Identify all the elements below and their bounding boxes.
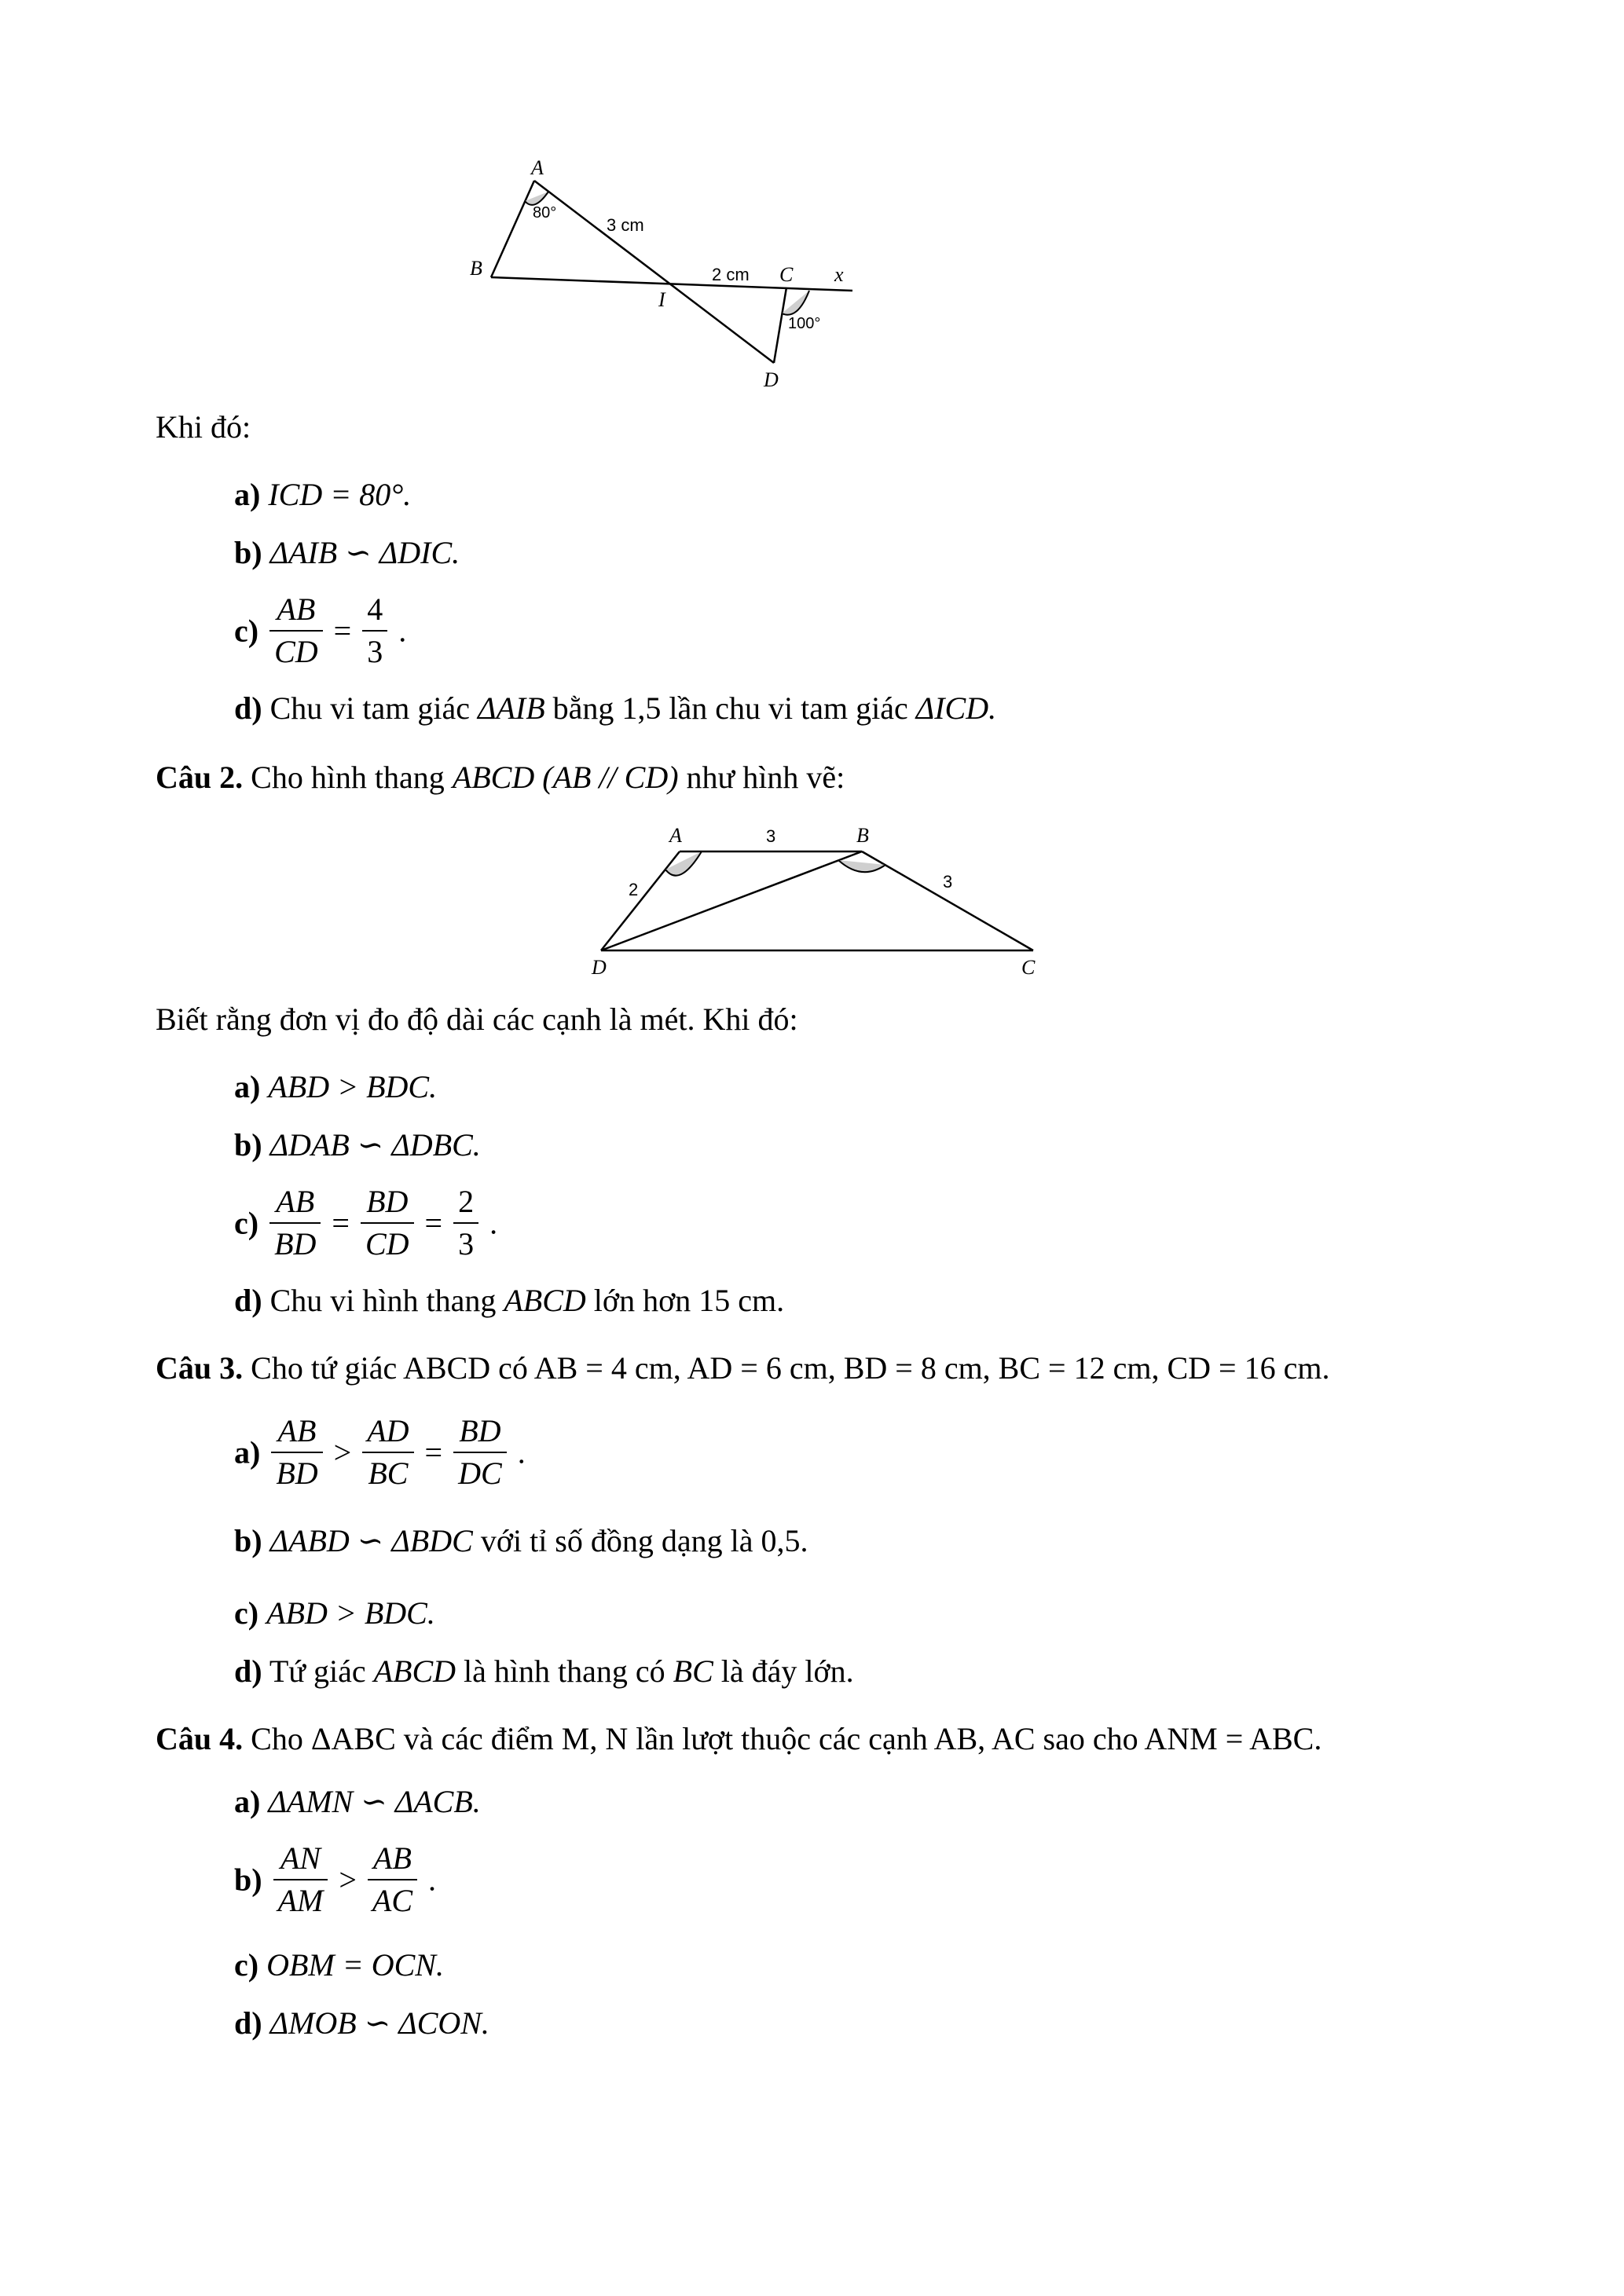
figure-1: [464, 157, 872, 393]
q2-option-a: a) ABD > BDC.: [234, 1069, 438, 1104]
label-D: D: [592, 956, 607, 979]
fraction: $\frac{AB}{AC}$: [368, 1838, 417, 1921]
question-2-intro: Biết rằng đơn vị đo độ dài các cạnh là mét. Khi đó:: [156, 1002, 798, 1037]
label-A: A: [669, 824, 682, 847]
label-B: B: [856, 824, 869, 847]
fraction: $\frac{2}{3}$: [453, 1181, 478, 1265]
q4-option-c: c) OBM = OCN.: [234, 1947, 444, 1983]
length-BC: 3: [943, 872, 953, 892]
segment-AI-length: 3 cm: [607, 215, 644, 235]
fraction: $\frac{BD}{CD}$: [361, 1181, 414, 1265]
length-AD: 2: [629, 880, 639, 899]
q4-option-d: d) ΔMOB ∽ ΔCON.: [234, 2005, 489, 2041]
q3-option-d: d) Tứ giác ABCD là hình thang có BC là đáy lớn.: [234, 1653, 854, 1689]
q4-option-a: a) ΔAMN ∽ ΔACB.: [234, 1784, 481, 1819]
q2-option-b: b) ΔDAB ∽ ΔDBC.: [234, 1127, 481, 1163]
question-2-stem: Câu 2. Cho hình thang ABCD (AB // CD) như hình vẽ:: [156, 760, 845, 795]
label-I: I: [658, 288, 665, 311]
trapezoid-lines: [601, 851, 1033, 950]
figure-2-trapezoid: [577, 817, 1049, 990]
question-4-stem: Câu 4. Cho ΔABC và các điểm M, N lần lượt thuộc các cạnh AB, AC sao cho ANM = ABC.: [156, 1721, 1322, 1756]
fraction: $\frac{AN}{AM}$: [273, 1838, 328, 1921]
segment-IC-length: 2 cm: [712, 265, 750, 284]
fraction: $\frac{AD}{BC}$: [362, 1411, 413, 1494]
label-A: A: [531, 157, 544, 179]
label-B: B: [470, 257, 482, 280]
q1-option-c: c) $\frac{AB}{CD}$ = $\frac{4}{3}$ .: [234, 589, 406, 672]
intro-khi-do: Khi đó:: [156, 409, 251, 445]
q3-option-c: c) ABD > BDC.: [234, 1595, 435, 1631]
fraction: $\frac{4}{3}$: [362, 589, 387, 672]
q3-option-b: b) ΔABD ∽ ΔBDC với tỉ số đồng dạng là 0,5.: [234, 1523, 808, 1558]
q3-option-a: a) $\frac{AB}{BD}$ > $\frac{AD}{BC}$ = $\frac{BD}{DC}$ .: [234, 1411, 526, 1494]
label-C: C: [1021, 956, 1036, 979]
q4-option-b: b) $\frac{AN}{AM}$ > $\frac{AB}{AC}$ .: [234, 1838, 436, 1921]
angle-A-value: 80°: [533, 204, 557, 222]
label-C: C: [779, 263, 794, 286]
q2-option-d: d) Chu vi hình thang ABCD lớn hơn 15 cm.: [234, 1283, 785, 1318]
label-x: x: [834, 263, 844, 286]
angle-C-value: 100°: [788, 315, 821, 332]
question-3-stem: Câu 3. Cho tứ giác ABCD có AB = 4 cm, AD = 6 cm, BD = 8 cm, BC = 12 cm, CD = 16 cm.: [156, 1350, 1330, 1386]
fraction: $\frac{AB}{BD}$: [269, 1181, 321, 1265]
label-D: D: [764, 368, 779, 391]
fraction: $\frac{AB}{BD}$: [271, 1411, 322, 1494]
q1-option-a: a) ICD = 80°.: [234, 477, 412, 512]
length-AB: 3: [766, 826, 776, 846]
fraction: $\frac{BD}{DC}$: [453, 1411, 507, 1494]
q2-option-c: c) $\frac{AB}{BD}$ = $\frac{BD}{CD}$ = $\frac{2}{3}$ .: [234, 1181, 497, 1265]
q1-option-d: d) Chu vi tam giác ΔAIB bằng 1,5 lần chu vi tam giác ΔICD.: [234, 690, 997, 726]
q1-option-b: b) ΔAIB ∽ ΔDIC.: [234, 535, 460, 570]
fraction: $\frac{AB}{CD}$: [269, 589, 323, 672]
